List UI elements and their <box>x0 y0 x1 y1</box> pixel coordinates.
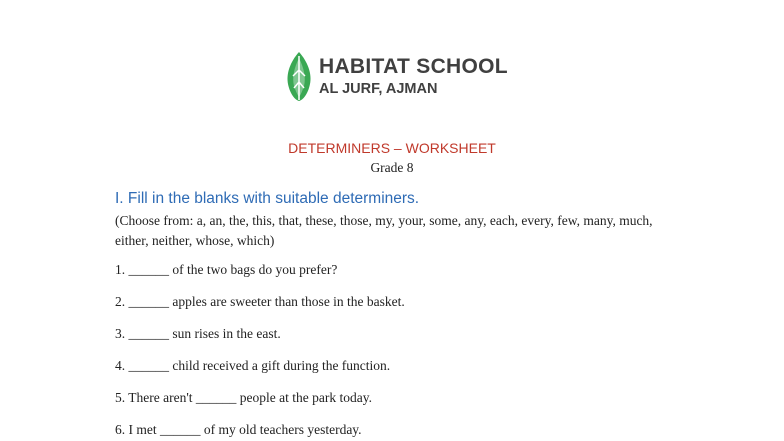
question-1: 1. ______ of the two bags do you prefer? <box>115 262 338 277</box>
leaf-icon <box>285 50 313 102</box>
question-3: 3. ______ sun rises in the east. <box>115 326 281 341</box>
question-4: 4. ______ child received a gift during the function. <box>115 358 391 373</box>
school-location: AL JURF, AJMAN <box>319 80 438 97</box>
school-logo <box>285 50 508 102</box>
school-name: HABITAT SCHOOL <box>319 54 508 78</box>
worksheet-grade: Grade 8 <box>370 160 414 175</box>
question-6: 6. I met ______ of my old teachers yesterday. <box>115 422 362 437</box>
worksheet-title: DETERMINERS – WORKSHEET <box>288 140 496 156</box>
choose-from-list: (Choose from: a, an, the, this, that, these, those, my, your, some, any, each, every, few, many, much, either, neither, whose, which) <box>115 213 653 248</box>
question-5: 5. There aren't ______ people at the park today. <box>115 390 372 405</box>
section-heading: I. Fill in the blanks with suitable determiners. <box>115 190 420 207</box>
question-2: 2. ______ apples are sweeter than those in the basket. <box>115 294 405 309</box>
